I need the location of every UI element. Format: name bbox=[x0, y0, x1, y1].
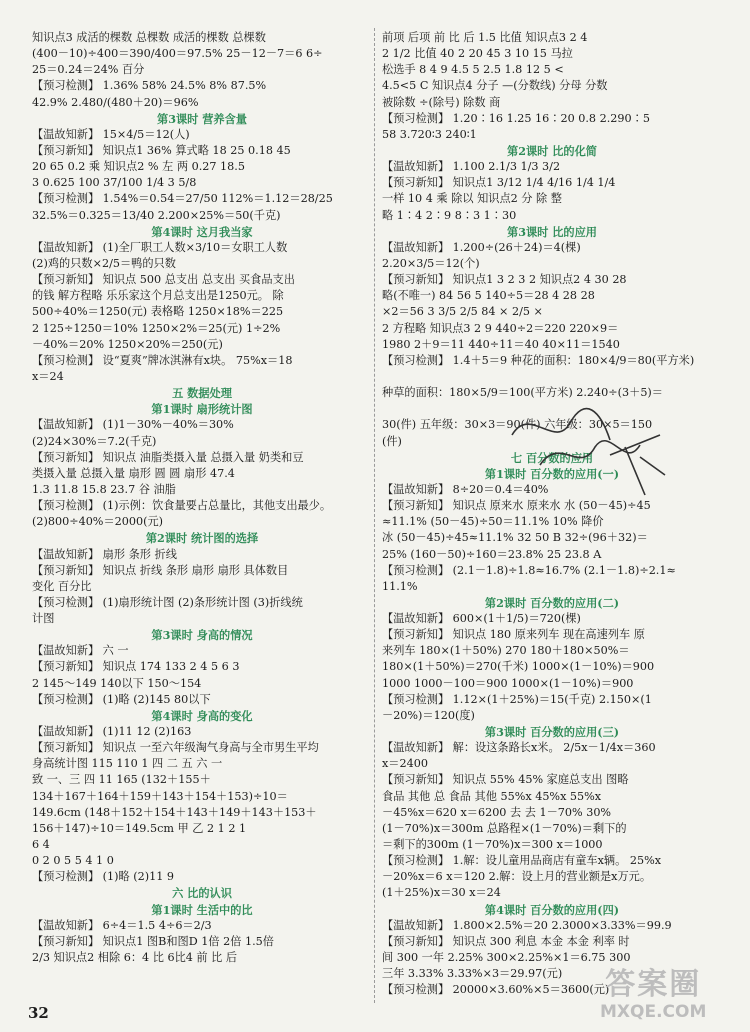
answer-line: 种草的面积：180×5/9＝100(平方米) 2.240÷(3＋5)＝ bbox=[382, 386, 663, 400]
section-heading: 第1课时 生活中的比 bbox=[151, 902, 253, 917]
answer-line: 【预习新知】 知识点 55% 45% 家庭总支出 图略 bbox=[382, 773, 629, 787]
answer-line: 【预习检测】 1.解：设儿童用品商店有童车x辆。 25%x bbox=[382, 854, 662, 868]
answer-line: 134＋167＋164＋159＋143＋154＋153)÷10＝ bbox=[32, 789, 288, 803]
answer-line: 【预习检测】 1.20∶16 1.25 16∶20 0.8 2.290∶5 bbox=[382, 111, 650, 125]
page-number: 32 bbox=[28, 1004, 49, 1022]
answer-line: 【预习检测】 (2.1－1.8)÷1.8≈16.7% (2.1－1.8)÷2.1≈ bbox=[382, 563, 676, 577]
answer-line: 【预习检测】 (1)略 (2)11 9 bbox=[32, 870, 175, 884]
section-heading: 第2课时 统计图的选择 bbox=[145, 531, 259, 546]
answer-line: 【预习检测】 (1)扇形统计图 (2)条形统计图 (3)折线统 bbox=[32, 595, 303, 609]
answer-line: 计图 bbox=[32, 612, 55, 626]
answer-line: 【预习新知】 知识点 180 原来列车 现在高速列车 原 bbox=[382, 628, 645, 642]
answer-line: 被除数 ÷(除号) 除数 商 bbox=[382, 95, 501, 109]
answer-line: 【预习检测】 20000×3.60%×5＝3600(元) bbox=[382, 983, 610, 997]
answer-line: 的钱 解方程略 乐乐家这个月总支出是1250元。 除 bbox=[32, 289, 284, 303]
answer-line: 1980 2＋9＝11 440÷11＝40 40×11＝1540 bbox=[382, 337, 620, 351]
answer-line: 【预习新知】 知识点 174 133 2 4 5 6 3 bbox=[32, 660, 240, 674]
answer-line: 1.3 11.8 15.8 23.7 谷 油脂 bbox=[32, 482, 176, 496]
answer-line: 【温故知新】 (1)全厂职工人数×3/10＝女职工人数 bbox=[32, 240, 288, 254]
section-heading: 七 百分数的应用 bbox=[510, 450, 594, 465]
section-heading: 第4课时 百分数的应用(四) bbox=[484, 902, 620, 917]
answer-line: (2)24×30%＝7.2(千克) bbox=[32, 434, 157, 448]
answer-line: 0 2 0 5 5 4 1 0 bbox=[32, 854, 114, 868]
answer-line: 149.6cm (148＋152＋154＋143＋149＋143＋153＋ bbox=[32, 805, 317, 819]
answer-line: 【温故知新】 1.800×2.5%＝20 2.3000×3.33%＝99.9 bbox=[382, 918, 672, 932]
answer-line: 【温故知新】 扇形 条形 折线 bbox=[32, 547, 177, 561]
answer-line: 身高统计图 115 110 1 四 二 五 六 一 bbox=[32, 757, 223, 771]
answer-line: 【预习检测】 设“夏爽”牌冰淇淋有x块。 75%x＝18 bbox=[32, 353, 293, 367]
answer-line: 2 方程略 知识点3 2 9 440÷2＝220 220×9＝ bbox=[382, 321, 619, 335]
answer-line: 11.1% bbox=[382, 579, 418, 593]
watermark-text: 答案圈 bbox=[605, 967, 702, 1002]
answer-line: 25% (160－50)÷160＝23.8% 25 23.8 A bbox=[382, 547, 602, 561]
answer-line: 【预习新知】 知识点1 3/12 1/4 4/16 1/4 1/4 bbox=[382, 176, 616, 190]
answer-line: 【温故知新】 600×(1＋1/5)＝720(棵) bbox=[382, 612, 581, 626]
answer-line: 间 300 一年 2.25% 300×2.25%×1＝6.75 300 bbox=[382, 951, 631, 965]
answer-line: 180×(1＋50%)＝270(千米) 1000×(1－10%)＝900 bbox=[382, 660, 655, 674]
answer-line: 2 145～149 140以下 150～154 bbox=[32, 676, 202, 690]
section-heading: 五 数据处理 bbox=[172, 386, 232, 401]
answer-line: 4.5<5 C 知识点4 分子 —(分数线) 分母 分数 bbox=[382, 79, 608, 93]
left-column bbox=[32, 30, 372, 966]
right-column bbox=[382, 30, 722, 998]
handwritten-pen-marks bbox=[500, 395, 670, 505]
answer-line: (1＋25%)x＝30 x＝24 bbox=[382, 886, 501, 900]
answer-line: 6 4 bbox=[32, 838, 50, 852]
answer-line: 【预习新知】 知识点1 36% 算式略 18 25 0.18 45 bbox=[32, 143, 291, 157]
answer-line: 156＋147)÷10＝149.5cm 甲 乙 2 1 2 1 bbox=[32, 821, 247, 835]
watermark-url: MXQE.COM bbox=[600, 1002, 707, 1022]
answer-line: 【温故知新】 解：设这条路长x米。 2/5x－1/4x＝360 bbox=[382, 741, 656, 755]
section-heading: 第2课时 比的化简 bbox=[507, 143, 597, 158]
section-heading: 第3课时 营养含量 bbox=[157, 111, 247, 126]
answer-line: ≈11.1% (50－45)÷50＝11.1% 10% 降价 bbox=[382, 515, 604, 529]
answer-line: 【预习新知】 知识点 油脂类摄入量 总摄入量 奶类和豆 bbox=[32, 450, 304, 464]
answer-line: 【温故知新】 15×4/5＝12(人) bbox=[32, 127, 190, 141]
answer-line: 【温故知新】 1.200÷(26＋24)＝4(棵) bbox=[382, 240, 581, 254]
answer-line: 【预习检测】 (1)示例：饮食量要占总量比，其他支出最少。 bbox=[32, 499, 332, 513]
answer-line: 前项 后项 前 比 后 1.5 比值 知识点3 2 4 bbox=[382, 31, 588, 44]
answer-line: 【温故知新】 (1)11 12 (2)163 bbox=[32, 725, 192, 739]
answer-line: 3 0.625 100 37/100 1/4 3 5/8 bbox=[32, 176, 197, 190]
answer-line: 58 3.720∶3 240∶1 bbox=[382, 127, 477, 141]
answer-line: 2/3 知识点2 相除 6：4 比 6比4 前 比 后 bbox=[32, 951, 238, 965]
answer-line: －45%x＝620 x＝6200 去 去 1－70% 30% bbox=[382, 805, 612, 819]
answer-line: 【温故知新】 6÷4＝1.5 4÷6＝2/3 bbox=[32, 918, 212, 932]
section-heading: 第3课时 比的应用 bbox=[507, 224, 597, 239]
answer-line: 略(不唯一) 84 56 5 140÷5＝28 4 28 28 bbox=[382, 289, 595, 303]
watermark bbox=[600, 968, 706, 1022]
answer-line: 42.9% 2.480/(480＋20)＝96% bbox=[32, 95, 199, 109]
section-heading: 第1课时 百分数的应用(一) bbox=[484, 466, 620, 481]
answer-line: ×2＝56 3 3/5 2/5 84 × 2/5 × bbox=[382, 305, 543, 319]
section-heading: 第4课时 身高的变化 bbox=[151, 708, 253, 723]
answer-line: 【预习检测】 1.12×(1＋25%)＝15(千克) 2.150×(1 bbox=[382, 692, 652, 706]
answer-line: 略 1∶4 2∶9 8∶3 1∶30 bbox=[382, 208, 517, 222]
answer-line: 【温故知新】 (1)1－30%－40%＝30% bbox=[32, 418, 234, 432]
answer-line: 500÷40%＝1250(元) 表格略 1250×18%＝225 bbox=[32, 305, 284, 319]
answer-line: －20%x＝6 x＝120 2.解：设上月的营业额是x万元。 bbox=[382, 870, 652, 884]
section-heading: 第4课时 这月我当家 bbox=[151, 224, 253, 239]
section-heading: 第3课时 百分数的应用(三) bbox=[484, 725, 620, 740]
answer-line: 来列车 180×(1＋50%) 270 180＋180×50%＝ bbox=[382, 644, 630, 658]
answer-line: 【预习检测】 (1)略 (2)145 80以下 bbox=[32, 692, 211, 706]
section-heading: 第2课时 百分数的应用(二) bbox=[484, 595, 620, 610]
answer-line: 一样 10 4 乘 除以 知识点2 分 除 整 bbox=[382, 192, 562, 206]
answer-line: 【温故知新】 1.100 2.1/3 1/3 3/2 bbox=[382, 160, 561, 174]
answer-line: 25＝0.24＝24% 百分 bbox=[32, 63, 145, 77]
answer-line: 【预习检测】 1.54%＝0.54＝27/50 112%＝1.12＝28/25 bbox=[32, 192, 333, 206]
section-heading: 第3课时 身高的情况 bbox=[151, 628, 253, 643]
answer-line: 2 1/2 比值 40 2 20 45 3 10 15 马拉 bbox=[382, 47, 573, 61]
answer-line: 知识点3 成活的棵数 总棵数 成活的棵数 总棵数 bbox=[32, 31, 266, 44]
answer-line: －40%＝20% 1250×20%＝250(元) bbox=[32, 337, 223, 351]
answer-line: 食品 其他 总 食品 其他 55%x 45%x 55%x bbox=[382, 789, 602, 803]
answer-line: 【预习新知】 知识点 一至六年级淘气身高与全市男生平均 bbox=[32, 741, 319, 755]
answer-line: 【预习新知】 知识点1 图B和图D 1倍 2倍 1.5倍 bbox=[32, 934, 274, 948]
answer-line: 20 65 0.2 乘 知识点2 % 左 两 0.27 18.5 bbox=[32, 160, 245, 174]
answer-line: 【预习检测】 1.36% 58% 24.5% 8% 87.5% bbox=[32, 79, 267, 93]
answer-line: 【预习新知】 知识点1 3 2 3 2 知识点2 4 30 28 bbox=[382, 273, 627, 287]
answer-line: ＝剩下的300m (1－70%)x＝300 x＝1000 bbox=[382, 838, 603, 852]
answer-line: (1－70%)x＝300m 总路程×(1－70%)＝剩下的 bbox=[382, 821, 627, 835]
answer-line: 【预习新知】 知识点 500 总支出 总支出 买食品支出 bbox=[32, 273, 295, 287]
answer-line: 2.20×3/5＝12(个) bbox=[382, 256, 480, 270]
answer-line: 【温故知新】 六 一 bbox=[32, 644, 129, 658]
answer-line: 2 125÷1250＝10% 1250×2%＝25(元) 1÷2% bbox=[32, 321, 281, 335]
answer-line: 30(件) 五年级：30×3＝90(件) 六年级：30×5＝150 bbox=[382, 418, 653, 432]
answer-line: 变化 百分比 bbox=[32, 579, 92, 593]
answer-line: (件) bbox=[382, 434, 402, 448]
answer-line: 【预习检测】 1.4＋5＝9 种花的面积：180×4/9＝80(平方米) bbox=[382, 353, 695, 367]
column-divider bbox=[374, 28, 375, 1003]
answer-line: 1000 1000－100＝900 1000×(1－10%)＝900 bbox=[382, 676, 634, 690]
answer-line: 【温故知新】 8÷20＝0.4＝40% bbox=[382, 482, 549, 496]
answer-line: 致 一、三 四 11 165 (132＋155＋ bbox=[32, 773, 211, 787]
answer-line: (400－10)÷400＝390/400＝97.5% 25－12－7＝6 6÷ bbox=[32, 47, 323, 61]
answer-line: 【预习新知】 知识点 300 利息 本金 本金 利率 时 bbox=[382, 934, 630, 948]
answer-line: 【预习新知】 知识点 原来水 原来水 水 (50－45)÷45 bbox=[382, 499, 651, 513]
section-heading: 第1课时 扇形统计图 bbox=[151, 402, 253, 417]
answer-line: 松选手 8 4 9 4.5 5 2.5 1.8 12 5 < bbox=[382, 63, 564, 77]
answer-line: x＝24 bbox=[32, 369, 64, 383]
answer-line: 32.5%＝0.325＝13/40 2.200×25%＝50(千克) bbox=[32, 208, 281, 222]
answer-line: (2)800÷40%＝2000(元) bbox=[32, 515, 164, 529]
answer-line: 冰 (50－45)÷45≈11.1% 32 50 B 32÷(96＋32)＝ bbox=[382, 531, 648, 545]
answer-line: 三年 3.33% 3.33%×3＝29.97(元) bbox=[382, 967, 563, 981]
answer-line: 【预习新知】 知识点 折线 条形 扇形 扇形 具体数目 bbox=[32, 563, 289, 577]
answer-line: (2)鸡的只数×2/5＝鸭的只数 bbox=[32, 256, 176, 270]
answer-line bbox=[382, 369, 722, 385]
answer-line: 类摄入量 总摄入量 扇形 圆 圆 扇形 47.4 bbox=[32, 466, 235, 480]
answer-line: x＝2400 bbox=[382, 757, 428, 771]
answer-line: －20%)＝120(度) bbox=[382, 708, 475, 722]
section-heading: 六 比的认识 bbox=[172, 886, 232, 901]
